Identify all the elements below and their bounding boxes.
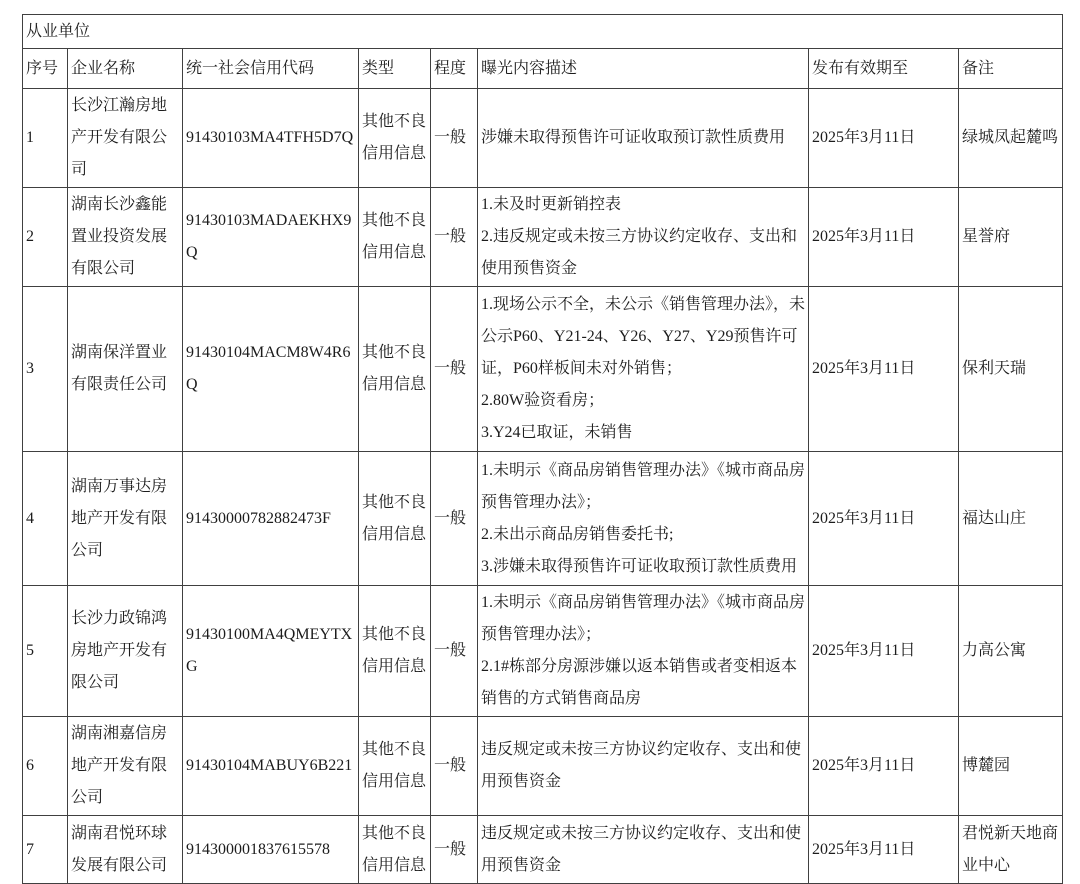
row-number: 4 [23, 452, 68, 586]
remark-cell: 绿城凤起麓鸣 [959, 89, 1063, 188]
type-cell: 其他不良信用信息 [359, 586, 431, 717]
col-header-company-name: 企业名称 [68, 49, 183, 89]
company-name-cell: 湖南万事达房地产开发有限公司 [68, 452, 183, 586]
row-number: 1 [23, 89, 68, 188]
table-row [23, 816, 1063, 884]
credit-code-cell: 914300001837615578 [183, 816, 359, 884]
description-cell [478, 586, 809, 717]
table-row [23, 287, 1063, 452]
degree-cell: 一般 [431, 452, 478, 586]
description-cell [478, 452, 809, 586]
credit-code-cell: 91430104MACM8W4R6Q [183, 287, 359, 452]
credit-code-cell: 91430103MADAEKHX9Q [183, 188, 359, 287]
type-cell: 其他不良信用信息 [359, 717, 431, 816]
table-title: 从业单位 [23, 15, 1063, 49]
degree-cell: 一般 [431, 188, 478, 287]
col-header-valid-until: 发布有效期至 [809, 49, 959, 89]
degree-cell: 一般 [431, 816, 478, 884]
description-line: 1.未及时更新销控表 [481, 196, 622, 213]
description-line: 涉嫌未取得预售许可证收取预订款性质费用 [481, 129, 786, 146]
col-header-index: 序号 [23, 49, 68, 89]
type-cell: 其他不良信用信息 [359, 452, 431, 586]
remark-cell: 力高公寓 [959, 586, 1063, 717]
remark-cell: 星誉府 [959, 188, 1063, 287]
credit-code-cell: 91430104MABUY6B221 [183, 717, 359, 816]
description-line: 1.现场公示不全，未公示《销售管理办法》，未公示P60、Y21-24、Y26、Y27、Y29预售许可证，P60样板间未对外销售； [481, 296, 806, 377]
table-title-row [23, 15, 1063, 49]
credit-code-cell: 91430103MA4TFH5D7Q [183, 89, 359, 188]
company-name-cell: 湖南保洋置业有限责任公司 [68, 287, 183, 452]
valid-until-cell: 2025年3月11日 [809, 89, 959, 188]
degree-cell: 一般 [431, 717, 478, 816]
remark-cell: 博麓园 [959, 717, 1063, 816]
row-number: 3 [23, 287, 68, 452]
description-cell [478, 89, 809, 188]
remark-cell: 君悦新天地商业中心 [959, 816, 1063, 884]
type-cell: 其他不良信用信息 [359, 816, 431, 884]
table-row [23, 717, 1063, 816]
description-cell [478, 188, 809, 287]
row-number: 5 [23, 586, 68, 717]
valid-until-cell: 2025年3月11日 [809, 188, 959, 287]
credit-code-cell: 91430100MA4QMEYTXG [183, 586, 359, 717]
remark-cell: 保利天瑞 [959, 287, 1063, 452]
type-cell: 其他不良信用信息 [359, 188, 431, 287]
description-line: 1.未明示《商品房销售管理办法》《城市商品房预售管理办法》； [481, 594, 806, 643]
table-row [23, 586, 1063, 717]
row-number: 7 [23, 816, 68, 884]
row-number: 2 [23, 188, 68, 287]
description-cell [478, 816, 809, 884]
exposure-table [22, 14, 1063, 884]
table-body [23, 89, 1063, 884]
credit-code-cell: 91430000782882473F [183, 452, 359, 586]
company-name-cell: 长沙力政锦鸿房地产开发有限公司 [68, 586, 183, 717]
company-name-cell: 长沙江瀚房地产开发有限公司 [68, 89, 183, 188]
col-header-remark: 备注 [959, 49, 1063, 89]
table-header-row [23, 49, 1063, 89]
valid-until-cell: 2025年3月11日 [809, 816, 959, 884]
description-line: 3.Y24已取证，未销售 [481, 424, 633, 441]
row-number: 6 [23, 717, 68, 816]
description-line: 违反规定或未按三方协议约定收存、支出和使用预售资金 [481, 824, 802, 874]
valid-until-cell: 2025年3月11日 [809, 287, 959, 452]
table-row [23, 89, 1063, 188]
remark-cell: 福达山庄 [959, 452, 1063, 586]
description-line: 2.1#栋部分房源涉嫌以返本销售或者变相返本销售的方式销售商品房 [481, 658, 798, 707]
col-header-degree: 程度 [431, 49, 478, 89]
type-cell: 其他不良信用信息 [359, 287, 431, 452]
company-name-cell: 湖南湘嘉信房地产开发有限公司 [68, 717, 183, 816]
degree-cell: 一般 [431, 586, 478, 717]
degree-cell: 一般 [431, 287, 478, 452]
col-header-credit-code: 统一社会信用代码 [183, 49, 359, 89]
col-header-description: 曝光内容描述 [478, 49, 809, 89]
degree-cell: 一般 [431, 89, 478, 188]
valid-until-cell: 2025年3月11日 [809, 452, 959, 586]
description-cell [478, 717, 809, 816]
company-name-cell: 湖南君悦环球发展有限公司 [68, 816, 183, 884]
valid-until-cell: 2025年3月11日 [809, 586, 959, 717]
table-row [23, 452, 1063, 586]
description-line: 2.违反规定或未按三方协议约定收存、支出和使用预售资金 [481, 228, 798, 277]
company-name-cell: 湖南长沙鑫能置业投资发展有限公司 [68, 188, 183, 287]
description-line: 3.涉嫌未取得预售许可证收取预订款性质费用 [481, 557, 798, 575]
description-line: 1.未明示《商品房销售管理办法》《城市商品房预售管理办法》； [481, 461, 806, 511]
col-header-type: 类型 [359, 49, 431, 89]
valid-until-cell: 2025年3月11日 [809, 717, 959, 816]
description-line: 2.80W验资看房； [481, 392, 605, 409]
description-cell [478, 287, 809, 452]
table-row [23, 188, 1063, 287]
type-cell: 其他不良信用信息 [359, 89, 431, 188]
description-line: 2.未出示商品房销售委托书; [481, 525, 674, 543]
description-line: 违反规定或未按三方协议约定收存、支出和使用预售资金 [481, 741, 802, 790]
